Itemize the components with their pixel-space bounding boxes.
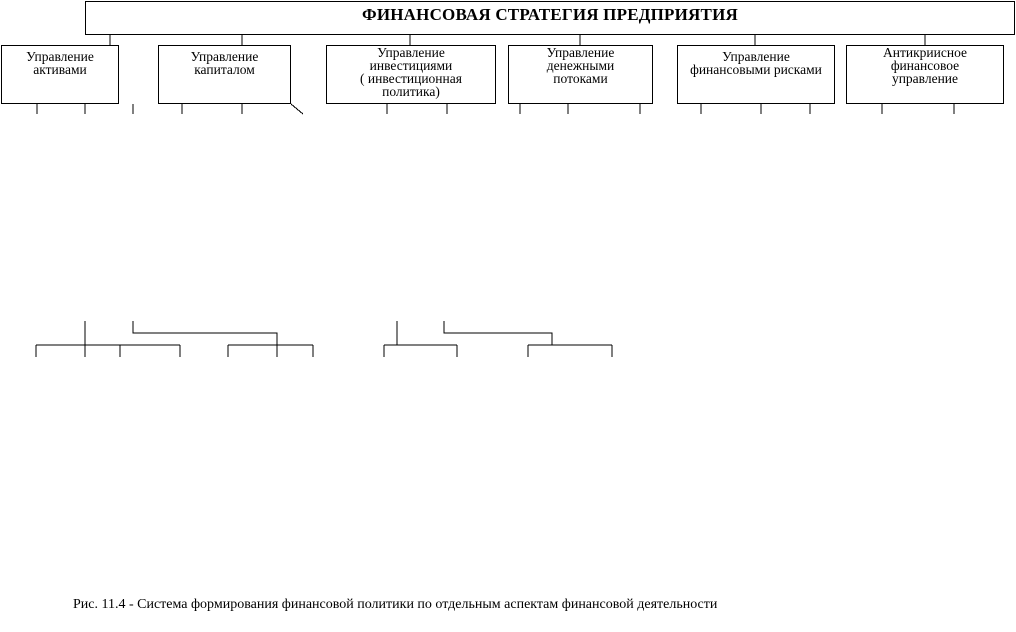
box-anticrisis-management (846, 45, 1004, 104)
box-risk-management (677, 45, 835, 104)
figure-caption: Рис. 11.4 - Система формирования финансовой политики по отдельным аспектам финансовой деятельности (73, 597, 718, 612)
stub-diagonal (291, 104, 303, 114)
box-label: Управление финансовыми рисками (690, 49, 822, 77)
box-label: Управление денежными потоками (546, 45, 615, 86)
box-label: Антикриисное финансовое управление (883, 45, 967, 86)
box-label: Управление инвестициями ( инвестиционная политика) (360, 45, 462, 99)
box-cashflow-management (508, 45, 653, 104)
box-label: Управление капиталом (190, 49, 259, 77)
lower-connector (133, 321, 277, 357)
box-label: Управление активами (26, 49, 94, 77)
lower-connector (444, 321, 552, 345)
box-asset-management (1, 45, 119, 104)
box-investment-management (326, 45, 496, 104)
box-capital-management (158, 45, 291, 104)
strategy-title-box (85, 1, 1015, 35)
strategy-title: ФИНАНСОВАЯ СТРАТЕГИЯ ПРЕДПРИЯТИЯ (362, 5, 738, 24)
